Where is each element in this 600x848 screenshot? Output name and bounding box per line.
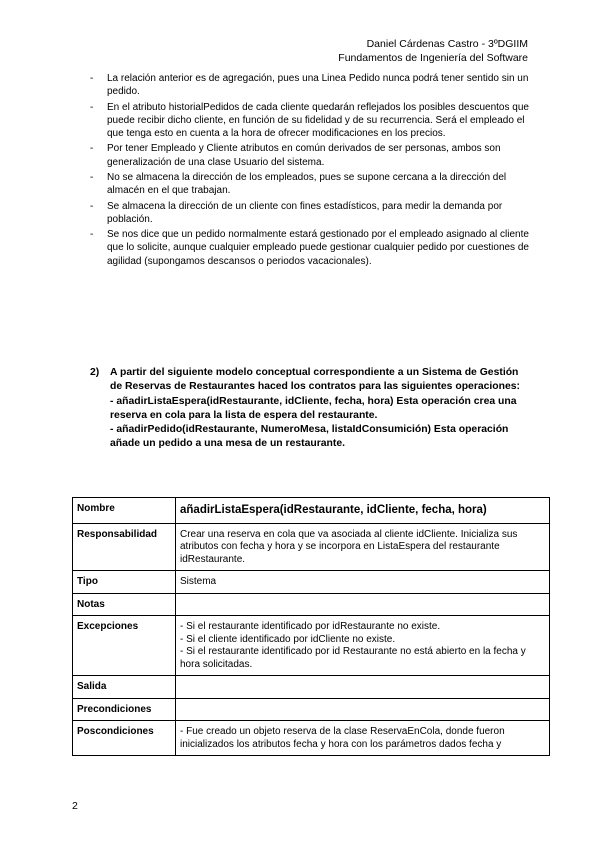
type-text: Sistema <box>176 571 550 594</box>
table-row <box>73 571 550 594</box>
row-label: Nombre <box>73 498 176 524</box>
exception-item: - Si el cliente identificado por idCliente no existe. <box>180 633 396 645</box>
table-row <box>73 721 550 756</box>
row-label: Notas <box>73 593 176 616</box>
postconditions-text: - Fue creado un objeto reserva de la clase ReservaEnCola, donde fueron inicializados los atributos fecha y hora con los parámetros dados fecha y <box>176 721 550 756</box>
row-label: Tipo <box>73 571 176 594</box>
notes-cell <box>176 593 550 616</box>
output-cell <box>176 676 550 699</box>
page-header <box>338 37 528 65</box>
list-item: - No se almacena la dirección de los empleados, pues se supone cercana a la dirección del almacén en el que trabajan. <box>90 171 530 197</box>
page-number: 2 <box>72 800 78 812</box>
exception-item: - Si el restaurante identificado por id Restaurante no está abierto en la fecha y hora solicitadas. <box>180 646 526 670</box>
operation-name: añadirListaEspera(idRestaurante, idCliente, fecha, hora) <box>176 498 550 524</box>
contract-table <box>72 497 550 756</box>
course-line: Fundamentos de Ingeniería del Software <box>338 52 528 64</box>
author-line: Daniel Cárdenas Castro - 3ºDGIIM <box>366 38 528 50</box>
operation-2: - añadirPedido(idRestaurante, NumeroMesa, listaIdConsumición) Esta operación añade un pedido a una mesa de un restaurante. <box>110 424 509 450</box>
list-item: - Por tener Empleado y Cliente atributos en común derivados de ser personas, ambos son generalización de una clase Usuario del sistema. <box>90 142 530 168</box>
question-number: 2) <box>90 367 100 378</box>
preconditions-cell <box>176 698 550 721</box>
table-row <box>73 698 550 721</box>
exceptions-cell <box>176 616 550 676</box>
row-label: Responsabilidad <box>73 523 176 571</box>
row-label: Precondiciones <box>73 698 176 721</box>
table-row <box>73 523 550 571</box>
table-row <box>73 676 550 699</box>
list-item: - En el atributo historialPedidos de cada cliente quedarán reflejados los posibles descuentos que puede recibir dicho cliente, en función de su fidelidad y de su recurrencia. Será el empleado el que tenga esto en cuenta a la hora de ofrecer modificaciones en los precios. <box>90 101 530 141</box>
operation-1: - añadirListaEspera(idRestaurante, idCliente, fecha, hora) Esta operación crea una reserva en cola para la lista de espera del restaurante. <box>110 395 517 421</box>
notes-list <box>90 72 530 270</box>
responsibility-text: Crear una reserva en cola que va asociada al cliente idCliente. Inicializa sus atributos con fecha y hora y se incorpora en ListaEspera del restaurante idRestaurante. <box>176 523 550 571</box>
row-label: Salida <box>73 676 176 699</box>
table-row <box>73 593 550 616</box>
list-item: - Se nos dice que un pedido normalmente estará gestionado por el empleado asignado al cliente que lo solicite, aunque cualquier empleado puede gestionar cualquier pedido por cuestiones de agilidad (supongamos descansos o periodos vacacionales). <box>90 228 530 268</box>
table-row <box>73 498 550 524</box>
list-item: - La relación anterior es de agregación, pues una Linea Pedido nunca podrá tener sentido sin un pedido. <box>90 72 530 98</box>
list-item: - Se almacena la dirección de un cliente con fines estadísticos, para medir la demanda por población. <box>90 200 530 226</box>
question-intro: A partir del siguiente modelo conceptual correspondiente a un Sistema de Gestión de Reservas de Restaurantes haced los contratos para las siguientes operaciones: <box>110 367 521 393</box>
exception-item: - Si el restaurante identificado por idRestaurante no existe. <box>180 621 441 632</box>
row-label: Poscondiciones <box>73 721 176 756</box>
table-row <box>73 616 550 676</box>
question-2 <box>90 366 530 452</box>
row-label: Excepciones <box>73 616 176 676</box>
